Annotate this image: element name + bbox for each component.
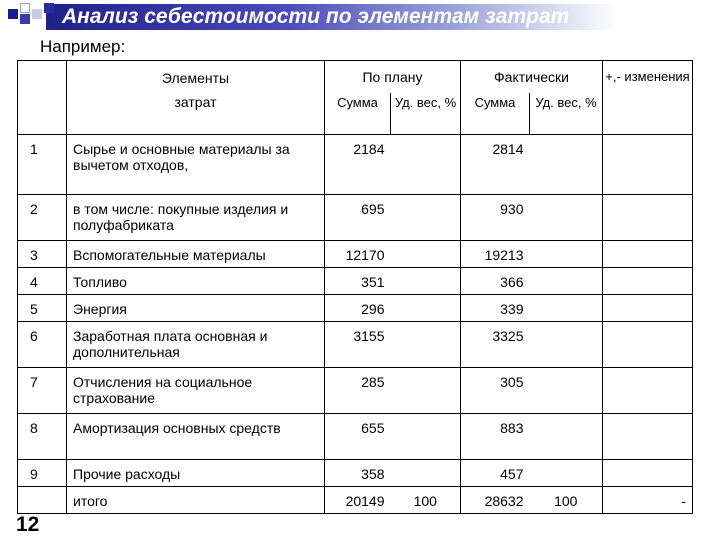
decorative-square-icon bbox=[32, 9, 42, 19]
row-plan-sum: 296 bbox=[325, 295, 391, 322]
header-plan-share: Уд. вес, % bbox=[391, 93, 461, 135]
row-plan-sum: 351 bbox=[325, 268, 391, 295]
row-name: Амортизация основных средств bbox=[67, 414, 325, 460]
header-elements-line1: Элементы bbox=[161, 70, 230, 86]
row-plan-share bbox=[391, 368, 461, 414]
header-actual-share: Уд. вес, % bbox=[530, 93, 603, 135]
row-fact-sum: 930 bbox=[461, 195, 530, 241]
row-plan-sum: 2184 bbox=[325, 135, 391, 195]
row-name: Сырье и основные материалы за вычетом отходов, bbox=[67, 135, 325, 195]
row-plan-share bbox=[391, 195, 461, 241]
header-change: +,- изменения bbox=[603, 61, 693, 135]
row-fact-share bbox=[530, 460, 603, 487]
total-fact-share: 100 bbox=[530, 487, 603, 514]
slide-subtitle: Например: bbox=[40, 37, 126, 56]
row-plan-sum: 695 bbox=[325, 195, 391, 241]
row-fact-share bbox=[530, 414, 603, 460]
row-name: Топливо bbox=[67, 268, 325, 295]
row-change bbox=[603, 322, 693, 368]
row-number: 6 bbox=[18, 322, 67, 368]
header-actual-sum: Сумма bbox=[461, 93, 530, 135]
row-plan-share bbox=[391, 135, 461, 195]
row-plan-sum: 655 bbox=[325, 414, 391, 460]
row-plan-share bbox=[391, 460, 461, 487]
row-fact-share bbox=[530, 295, 603, 322]
row-change bbox=[603, 241, 693, 268]
decorative-square-icon bbox=[44, 3, 54, 13]
cost-table bbox=[17, 60, 693, 514]
row-fact-share bbox=[530, 241, 603, 268]
row-change bbox=[603, 368, 693, 414]
total-change: - bbox=[603, 487, 693, 514]
row-fact-sum: 366 bbox=[461, 268, 530, 295]
table-row bbox=[18, 195, 693, 241]
row-plan-sum: 358 bbox=[325, 460, 391, 487]
row-change bbox=[603, 268, 693, 295]
row-number: 7 bbox=[18, 368, 67, 414]
row-number: 1 bbox=[18, 135, 67, 195]
row-number: 3 bbox=[18, 241, 67, 268]
row-plan-share bbox=[391, 241, 461, 268]
total-plan-sum: 20149 bbox=[325, 487, 391, 514]
row-name: Вспомогательные материалы bbox=[67, 241, 325, 268]
row-fact-share bbox=[530, 195, 603, 241]
decorative-square-icon bbox=[20, 14, 30, 24]
row-fact-sum: 305 bbox=[461, 368, 530, 414]
row-change bbox=[603, 414, 693, 460]
header-actual: Фактически bbox=[461, 61, 603, 93]
row-number: 4 bbox=[18, 268, 67, 295]
row-plan-share bbox=[391, 268, 461, 295]
row-number: 9 bbox=[18, 460, 67, 487]
row-fact-sum: 457 bbox=[461, 460, 530, 487]
row-name: Заработная плата основная и дополнительная bbox=[67, 322, 325, 368]
row-fact-sum: 3325 bbox=[461, 322, 530, 368]
row-plan-share bbox=[391, 322, 461, 368]
row-plan-share bbox=[391, 414, 461, 460]
row-fact-share bbox=[530, 368, 603, 414]
row-fact-sum: 2814 bbox=[461, 135, 530, 195]
slide-title: Анализ себестоимости по элементам затрат bbox=[62, 5, 570, 28]
header-elements bbox=[67, 61, 325, 135]
row-number: 8 bbox=[18, 414, 67, 460]
row-change bbox=[603, 195, 693, 241]
row-name: Энергия bbox=[67, 295, 325, 322]
row-change bbox=[603, 460, 693, 487]
row-plan-share bbox=[391, 295, 461, 322]
row-plan-sum: 285 bbox=[325, 368, 391, 414]
row-fact-sum: 19213 bbox=[461, 241, 530, 268]
header-number-cell bbox=[18, 61, 67, 135]
total-plan-share: 100 bbox=[391, 487, 461, 514]
row-number: 2 bbox=[18, 195, 67, 241]
table-row-total bbox=[18, 487, 693, 514]
row-fact-share bbox=[530, 135, 603, 195]
row-fact-share bbox=[530, 322, 603, 368]
row-plan-sum: 12170 bbox=[325, 241, 391, 268]
slide-number: 12 bbox=[16, 513, 40, 536]
row-change bbox=[603, 295, 693, 322]
row-fact-sum: 883 bbox=[461, 414, 530, 460]
table-row bbox=[18, 295, 693, 322]
row-plan-sum: 3155 bbox=[325, 322, 391, 368]
table-row bbox=[18, 368, 693, 414]
row-fact-sum: 339 bbox=[461, 295, 530, 322]
header-plan-sum: Сумма bbox=[325, 93, 391, 135]
total-label: итого bbox=[67, 487, 325, 514]
row-fact-share bbox=[530, 268, 603, 295]
row-change bbox=[603, 135, 693, 195]
row-name: Отчисления на социальное страхование bbox=[67, 368, 325, 414]
table-row bbox=[18, 135, 693, 195]
decorative-square-icon bbox=[20, 3, 30, 13]
header-elements-line2: затрат bbox=[174, 94, 217, 110]
table-row bbox=[18, 460, 693, 487]
total-fact-sum: 28632 bbox=[461, 487, 530, 514]
table-row bbox=[18, 241, 693, 268]
table-row bbox=[18, 322, 693, 368]
row-number: 5 bbox=[18, 295, 67, 322]
decorative-square-icon bbox=[8, 9, 18, 19]
total-number bbox=[18, 487, 67, 514]
row-name: в том числе: покупные изделия и полуфабриката bbox=[67, 195, 325, 241]
table-row bbox=[18, 414, 693, 460]
header-plan: По плану bbox=[325, 61, 461, 93]
table-row bbox=[18, 268, 693, 295]
row-name: Прочие расходы bbox=[67, 460, 325, 487]
